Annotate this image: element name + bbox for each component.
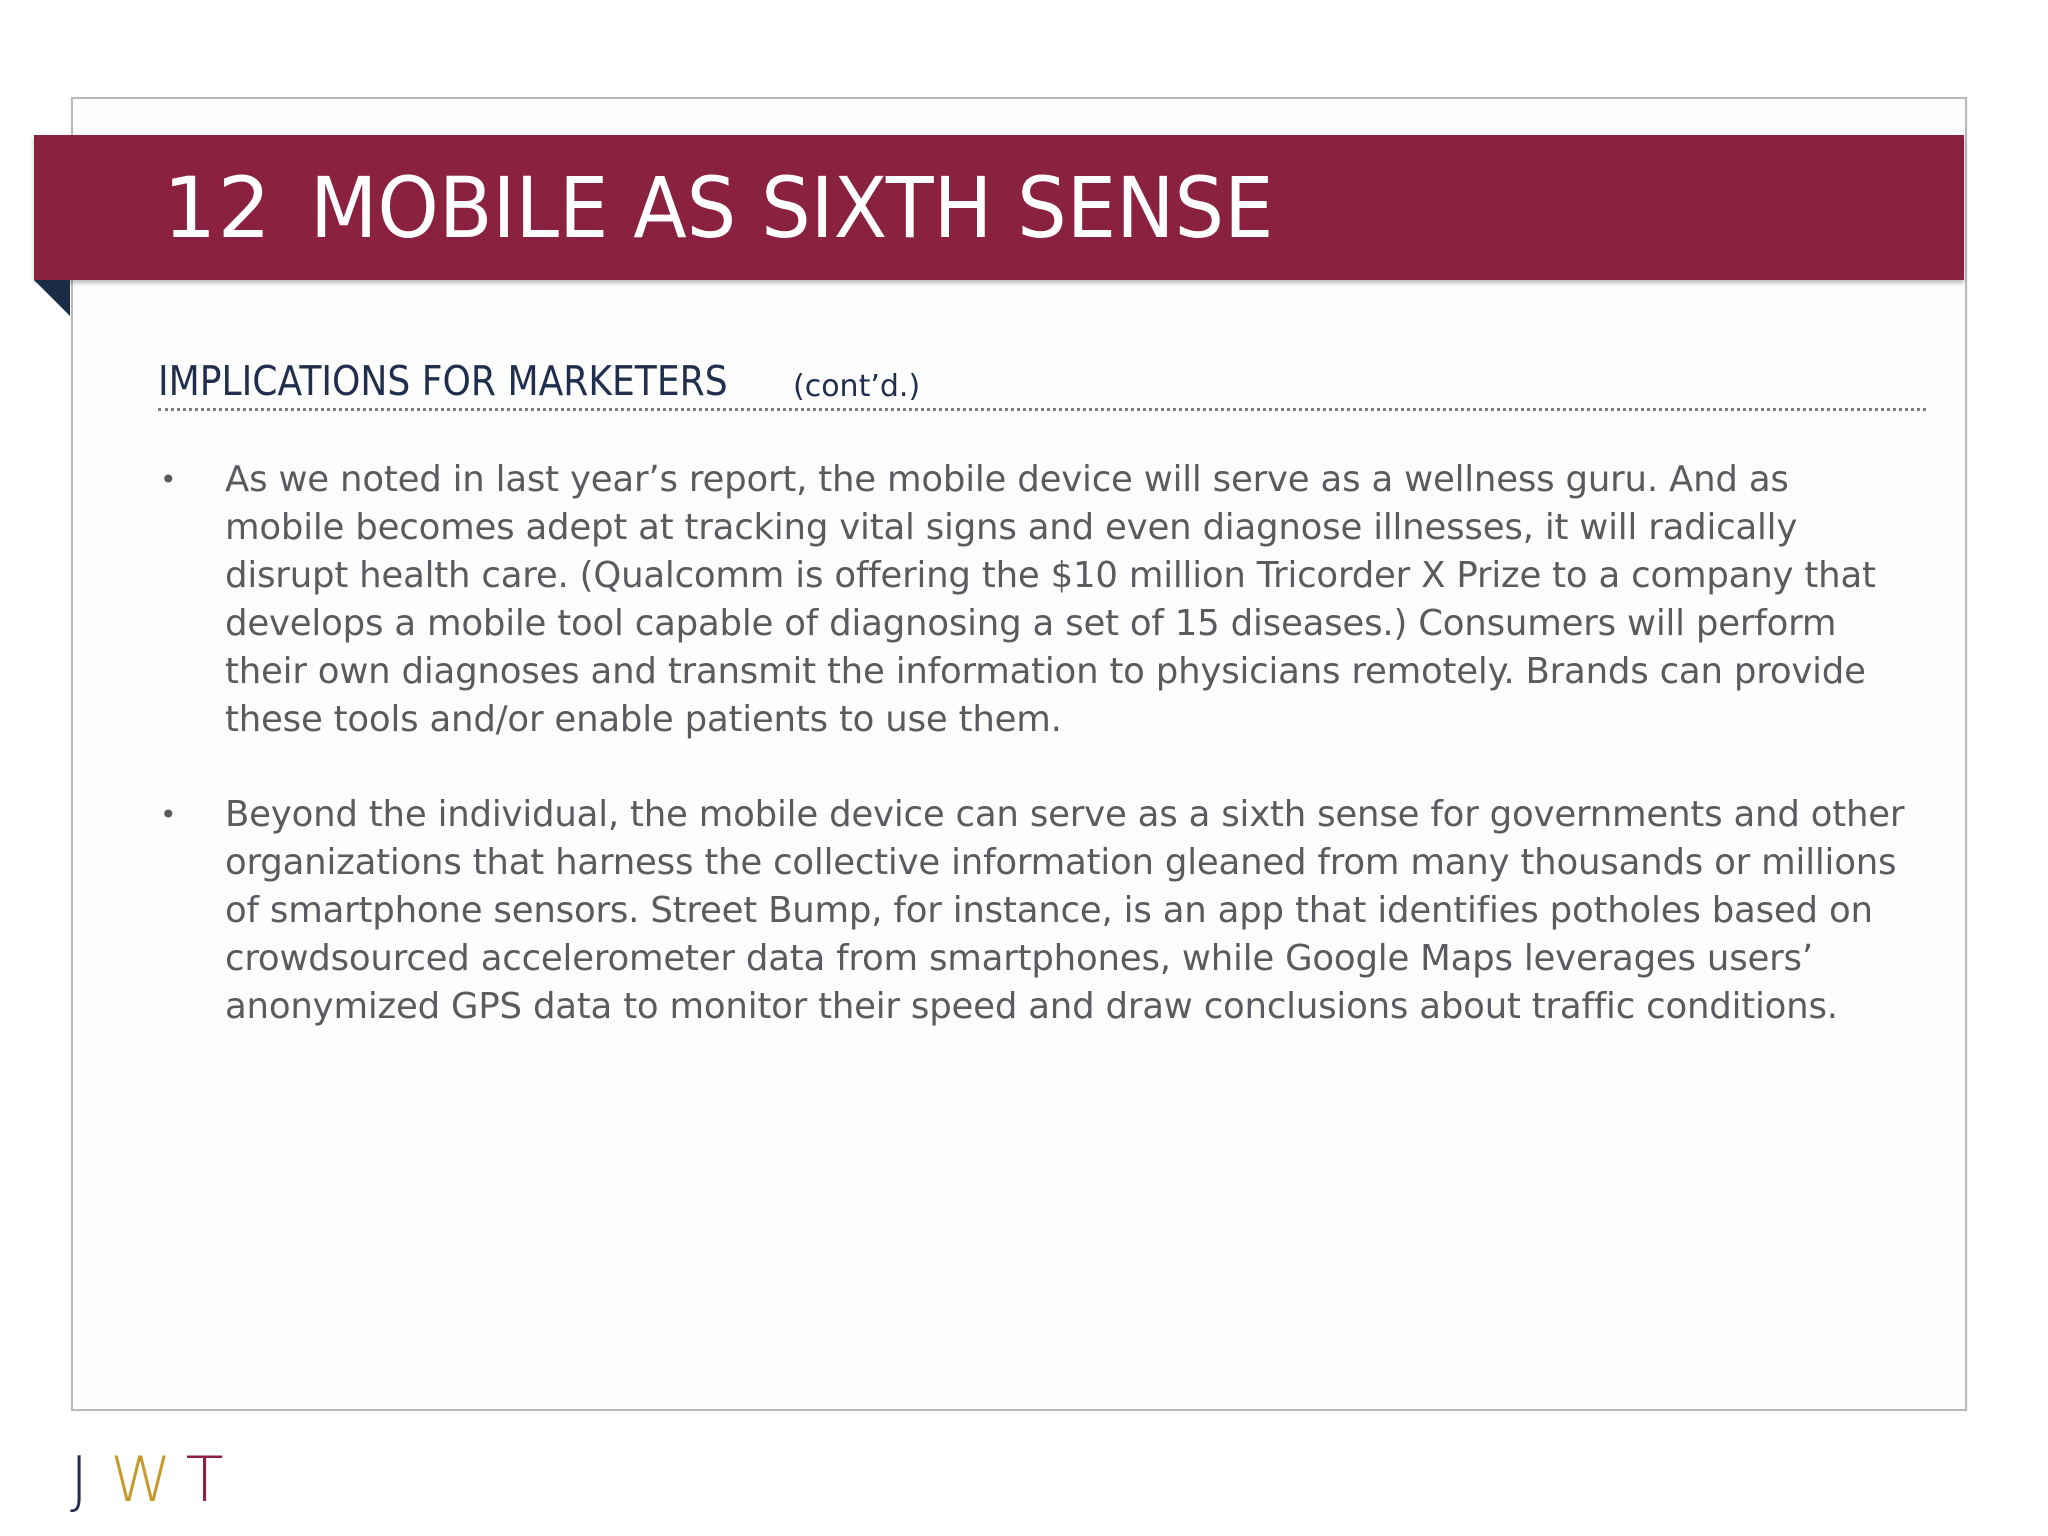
bullet-dot-icon: • bbox=[160, 798, 177, 831]
logo-letter-w: W bbox=[110, 1443, 172, 1516]
logo-letter-t: T bbox=[185, 1443, 224, 1516]
banner-fold bbox=[34, 280, 70, 316]
bullet-item bbox=[158, 791, 1918, 1031]
jwt-logo bbox=[70, 1440, 223, 1520]
section-heading-suffix: (cont’d.) bbox=[793, 369, 921, 404]
bullet-text: As we noted in last year’s report, the mobile device will serve as a wellness guru. And as mobile becomes adept at tracking vital signs and even diagnose illnesses, it will radically disrupt health care. (Qualcomm is offering the $10 million Tricorder X Prize to a company that develops a mobile tool capable of diagnosing a set of 15 diseases.) Consumers will perform their own diagnoses and transmit the information to physicians remotely. Brands can provide these tools and/or enable patients to use them. bbox=[225, 459, 1876, 740]
bullet-list bbox=[158, 456, 1918, 1078]
bullet-text: Beyond the individual, the mobile device can serve as a sixth sense for governments and other organizations that harness the collective information gleaned from many thousands or millions of smartphone sensors. Street Bump, for instance, is an app that identifies potholes based on crowdsourced accelerometer data from smartphones, while Google Maps leverages users’ anonymized GPS data to monitor their speed and draw conclusions about traffic conditions. bbox=[225, 794, 1905, 1027]
bullet-dot-icon: • bbox=[160, 463, 177, 496]
slide-title: MOBILE AS SIXTH SENSE bbox=[310, 159, 1274, 257]
section-heading-text: IMPLICATIONS FOR MARKETERS bbox=[158, 357, 728, 405]
bullet-item bbox=[158, 456, 1918, 744]
slide-number: 12 bbox=[163, 159, 272, 257]
logo-letter-j: J bbox=[70, 1443, 89, 1516]
section-heading bbox=[158, 353, 921, 409]
heading-dotted-rule bbox=[158, 408, 1926, 411]
